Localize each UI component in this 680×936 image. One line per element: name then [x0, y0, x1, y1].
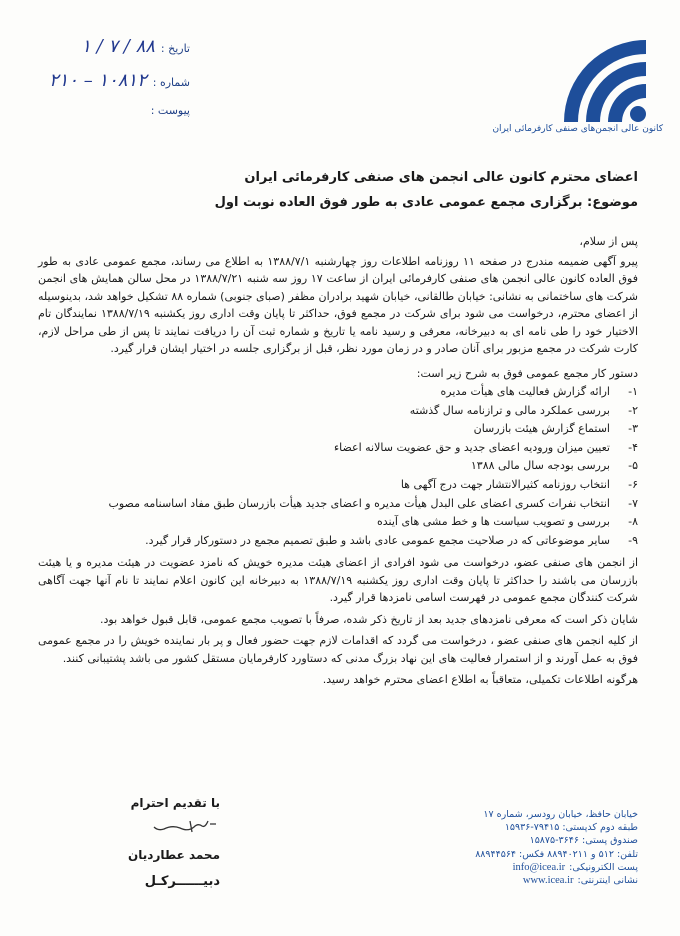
agenda-item: [38, 495, 638, 514]
agenda-number: ۲-: [628, 403, 638, 417]
date-value: ۱ / ۷ / ۸۸: [81, 36, 155, 57]
agenda-item: [38, 513, 638, 532]
agenda-item: [38, 420, 638, 439]
agenda-text: بررسی بودجه سال مالی ۱۳۸۸: [470, 459, 610, 473]
agenda-text: انتخاب نفرات کسری اعضای علی البدل هیأت مدیره و اعضای جدید هیأت بازرسان طبق مفاد اساسنامه مصوب: [108, 496, 610, 510]
agenda-number: ۷-: [628, 496, 638, 510]
agenda-text: تعیین میزان ورودیه اعضای جدید و حق عضویت سالانه اعضاء: [333, 440, 610, 454]
email-link[interactable]: info@icea.ir: [512, 861, 566, 873]
date-row: [40, 36, 190, 70]
agenda-number: ۸-: [628, 515, 638, 529]
paragraph-further-info: هرگونه اطلاعات تکمیلی، متعاقباً به اطلاع اعضای محترم خواهد رسید.: [322, 673, 638, 687]
agenda-item: [38, 383, 638, 402]
website-label: نشانی اینترنتی:: [577, 875, 638, 887]
agenda-number: ۹-: [628, 533, 638, 547]
website-link[interactable]: www.icea.ir: [522, 875, 574, 887]
letter-title-block: [38, 170, 638, 210]
phone-fax-line: [438, 848, 638, 861]
address-text: خیابان حافظ، خیابان رودسر، شماره ۱۷: [483, 809, 638, 820]
number-row: [40, 70, 190, 104]
signature-block: [110, 796, 220, 889]
paragraph-candidates: از انجمن های صنفی عضو، درخواست می شود افرادی از اعضای هیئت مدیره خویش که نامزد عضویت در هیئت مدیره و یا هیئت بازرسان می باشند را حداکثر تا پایان وقت اداری روز یکشنبه ۱۳۸۸/۷/۱۹ به دبیرخانه این کانون اعلام نمایند تا نام آنها جهت آگاهی شرکت کنندگان مجمع عمومی در فهرست اسامی نامزدها قرار گیرد.: [38, 556, 638, 605]
subject-line: موضوع: برگزاری مجمع عمومی عادی به طور فوق العاده نوبت اول: [214, 195, 638, 210]
paragraph-late-nominations: شایان ذکر است که معرفی نامزدهای جدید بعد از تاریخ ذکر شده، صرفاً با تصویب مجمع عمومی، قابل قبول خواهد بود.: [100, 612, 638, 626]
email-label: پست الکترونیکی:: [569, 861, 638, 873]
pobox-line: [438, 834, 638, 847]
paragraph-announcement: پیرو آگهی ضمیمه مندرج در صفحه ۱۱ روزنامه اطلاعات روز چهارشنبه ۱۳۸۸/۷/۱ به اطلاع می رساند، مجمع عمومی عادی به طور فوق العاده کانون عالی انجمن های صنفی کارفرمائی ایران از ساعت ۱۷ روز سه شنبه ۱۳۸۸/۷/۲۱ در محل سالن همایش های انجمن شرکت های ساختمانی به نشانی: خیابان طالقانی، خیابان شهید برادران مظفر (صبای جنوبی) شماره ۸۸ تشکیل خواهد شد، بدینوسیله از اعضای محترم، درخواست می شود برای شرکت در مجمع فوق، حداکثر تا پایان وقت اداری روز یکشنبه ۱۳۸۸/۷/۱۹ نمایندگان تام الاختیار خود را طی نامه ای به دبیرخانه، معرفی و رسید نامه یا تاریخ و شماره ثبت آن را دریافت نمایند تا پس از طی مراحل لازم، کارت شرکت در مجمع مزبور برای آنان صادر و در زمان مورد نظر، قبل از برگزاری جلسه در اختیار ایشان قرار گیرد.: [38, 254, 638, 355]
number-label: شماره :: [152, 76, 190, 89]
postcode-text: طبقه دوم کدپستی: ۷۹۴۱۵-۱۵۹۳۶: [504, 822, 638, 834]
agenda-number: ۴-: [628, 440, 638, 454]
closing-regards: با تقدیم احترام: [130, 796, 220, 810]
organization-logo: [492, 30, 663, 134]
contact-block: [438, 808, 638, 887]
agenda-text: ارائه گزارش فعالیت های هیأت مدیره: [440, 385, 610, 398]
email-line: [438, 861, 638, 874]
letter-meta: [40, 36, 190, 138]
date-label: تاریخ :: [160, 42, 190, 55]
addressee: اعضای محترم کانون عالی انجمن های صنفی کارفرمائی ایران: [244, 170, 638, 185]
agenda-number: ۶-: [628, 477, 638, 491]
organization-name: کانون عالی انجمن‌های صنفی کارفرمائی ایران: [492, 124, 663, 134]
agenda-text: بررسی و تصویب سیاست ها و خط مشی های آینده: [377, 515, 610, 529]
attachment-label: پیوست :: [150, 104, 190, 117]
agenda-item: [38, 457, 638, 476]
agenda-item: [38, 476, 638, 495]
agenda-item: [38, 532, 638, 551]
wifi-arcs-logo-icon: [554, 30, 654, 122]
attachment-row: [40, 104, 190, 138]
agenda-item: [38, 402, 638, 421]
agenda-intro: دستور کار مجمع عمومی فوق به شرح زیر است:: [416, 366, 638, 380]
signer-name: محمد عطاردیان: [128, 848, 220, 862]
website-line: [438, 874, 638, 887]
phone-fax-text: تلفن: ۵۱۲ و ۸۸۹۴۰۲۱۱ فکس: ۸۸۹۴۴۵۶۴: [475, 848, 638, 860]
handwritten-signature-icon: [150, 818, 220, 838]
greeting: پس از سلام،: [579, 235, 638, 248]
agenda-number: ۳-: [628, 422, 638, 436]
paragraph-participation: از کلیه انجمن های صنفی عضو ، درخواست می گردد که اقدامات لازم جهت حضور فعال و پر بار نماینده خویش را در مجمع عمومی فوق به عمل آورند و از استمرار فعالیت های این نهاد بزرگ مدنی که دستاورد کارفرمایان مستقل کشور می باشد پشتیبانی کنند.: [38, 634, 638, 665]
signer-title: دبیــــــرکـل: [144, 874, 220, 889]
agenda-number: ۵-: [628, 459, 638, 473]
agenda-item: [38, 439, 638, 458]
agenda-text: بررسی عملکرد مالی و ترازنامه سال گذشته: [409, 403, 610, 417]
postcode-line: [438, 821, 638, 834]
letter-body: [38, 233, 638, 689]
agenda-text: سایر موضوعاتی که در صلاحیت مجمع عمومی عادی باشد و طبق تصمیم مجمع در دستورکار قرار گیرد.: [145, 533, 610, 547]
pobox-text: صندوق پستی: ۳۶۴۶-۱۵۸۷۵: [529, 835, 638, 847]
number-value: ۲۱۰ – ۱۰۸۱۲: [48, 70, 147, 91]
agenda-number: ۱-: [628, 385, 638, 398]
agenda-text: استماع گزارش هیئت بازرسان: [473, 422, 610, 436]
address-line: [438, 808, 638, 821]
agenda-list: [38, 383, 638, 550]
agenda-text: انتخاب روزنامه کثیرالانتشار جهت درج آگهی ها: [400, 477, 610, 491]
